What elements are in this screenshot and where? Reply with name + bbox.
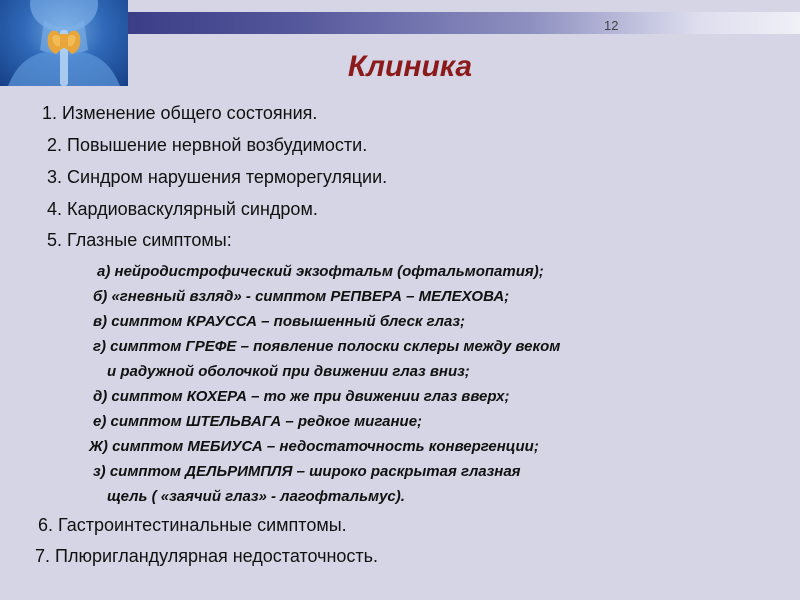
header-band: [128, 12, 800, 34]
list-item: 5. Глазные симптомы:: [47, 230, 232, 250]
list-item: 1. Изменение общего состояния.: [42, 103, 318, 123]
list-item: 6. Гастроинтестинальные симптомы.: [38, 515, 347, 535]
slide-title: Клиника: [347, 50, 473, 83]
list-item: 4. Кардиоваскулярный синдром.: [47, 199, 318, 219]
eye-symptom-item: в) симптом КРАУССА – повышенный блеск глаз;: [93, 313, 466, 330]
eye-symptom-item: Ж) симптом МЕБИУСА – недостаточность конвергенции;: [89, 438, 539, 455]
list-item: 7. Плюригландулярная недостаточность.: [35, 546, 379, 566]
eye-symptom-item: б) «гневный взляд» - симптом РЕПВЕРА – МЕЛЕХОВА;: [93, 288, 510, 305]
eye-symptom-item: г) симптом ГРЕФЕ – появление полоски склеры между веком: [93, 338, 561, 355]
eye-symptom-item-continued: щель ( «заячий глаз» - лагофтальмус).: [107, 488, 405, 505]
eye-symptom-item: з) симптом ДЕЛЬРИМПЛЯ – широко раскрытая глазная: [93, 463, 521, 480]
eye-symptom-item-continued: и радужной оболочкой при движении глаз вниз;: [107, 363, 470, 380]
list-item: 2. Повышение нервной возбудимости.: [47, 135, 368, 155]
list-item: 3. Синдром нарушения терморегуляции.: [47, 167, 388, 187]
page-number: 12: [604, 18, 619, 33]
eye-symptom-item: а) нейродистрофический экзофтальм (офтальмопатия);: [97, 263, 544, 280]
eye-symptom-item: д) симптом КОХЕРА – то же при движении глаз вверх;: [93, 388, 510, 405]
eye-symptom-item: е) симптом ШТЕЛЬВАГА – редкое мигание;: [93, 413, 423, 430]
